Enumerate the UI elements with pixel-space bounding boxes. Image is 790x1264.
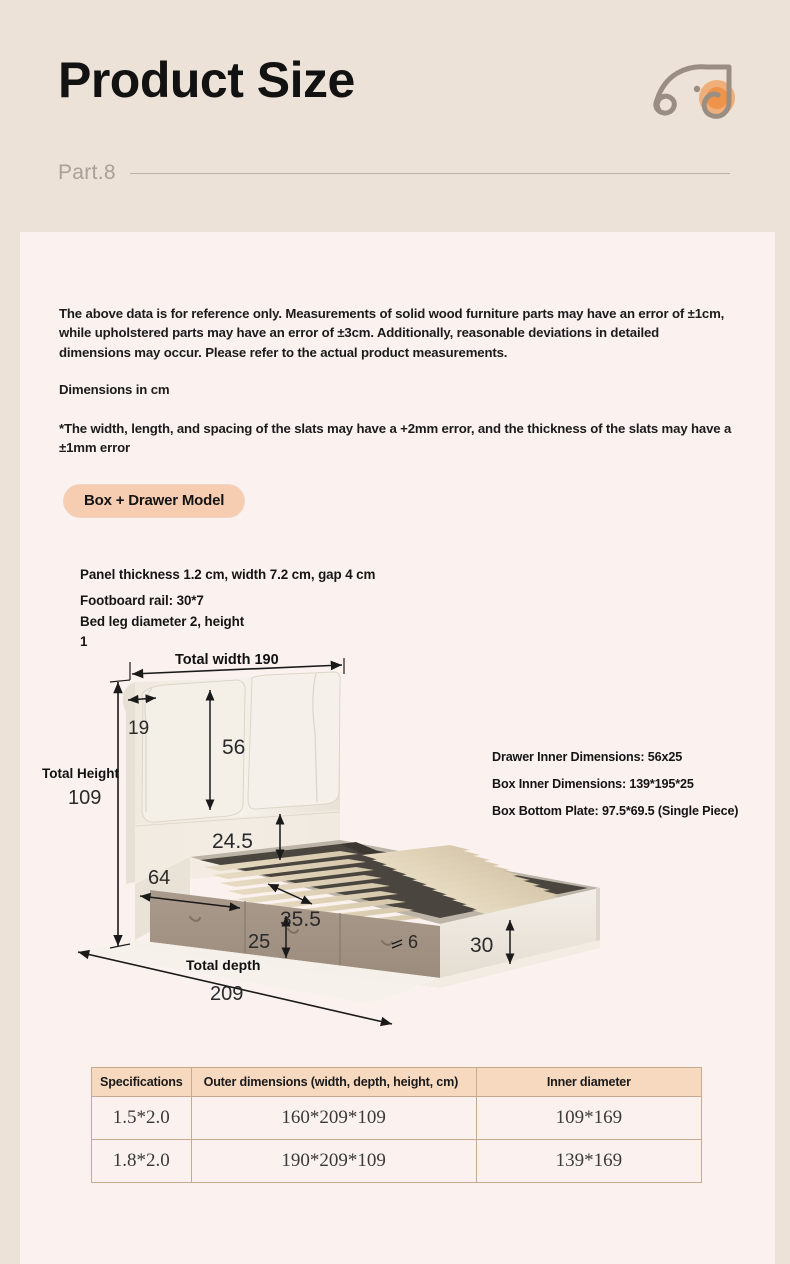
spec-bed-leg: Bed leg diameter 2, height <box>80 613 245 629</box>
dim-drawer-depth: 35.5 <box>280 908 321 931</box>
drawer-inner-dimensions: Drawer Inner Dimensions: 56x25 <box>492 750 683 764</box>
spec-list <box>80 565 375 653</box>
table-header-row <box>92 1068 702 1097</box>
dim-box-height: 30 <box>470 934 494 957</box>
specification-table <box>91 1067 702 1183</box>
header-specifications: Specifications <box>92 1068 192 1097</box>
content-panel <box>20 232 775 1264</box>
slat-note-text: *The width, length, and spacing of the slats may have a +2mm error, and the thickness of the slats may have a ±1mm error <box>59 421 732 456</box>
header-outer-dimensions: Outer dimensions (width, depth, height, cm) <box>191 1068 476 1097</box>
spec-panel-thickness: Panel thickness 1.2 cm, width 7.2 cm, gap 4 cm <box>80 567 376 582</box>
part-label: Part.8 <box>58 161 116 184</box>
model-badge: Box + Drawer Model <box>64 485 244 517</box>
dim-total-height-label: Total Height <box>42 766 119 781</box>
box-bottom-plate: Box Bottom Plate: 97.5*69.5 (Single Piece) <box>492 804 739 818</box>
table-row <box>92 1140 702 1183</box>
cell-inner: 139*169 <box>476 1140 701 1183</box>
brand-logo-icon <box>645 48 750 128</box>
spec-footboard-rail: Footboard rail: 30*7 <box>80 593 204 609</box>
spec-bed-leg-value: 1 <box>80 634 88 650</box>
dim-drawer-width: 64 <box>148 867 171 889</box>
dim-drawer-height: 25 <box>248 931 271 953</box>
cell-inner: 109*169 <box>476 1097 701 1140</box>
dim-slat-thickness: 6 <box>408 932 419 952</box>
cell-specification: 1.5*2.0 <box>92 1097 192 1140</box>
dim-headboard-lower: 24.5 <box>212 830 253 853</box>
dim-cushion-height: 56 <box>222 736 246 759</box>
part-divider-row <box>58 158 730 188</box>
dim-total-width-text: Total width 190 <box>175 652 279 668</box>
header-inner-diameter: Inner diameter <box>476 1068 701 1097</box>
dim-total-depth-label: Total depth <box>186 957 261 973</box>
divider-line <box>130 173 730 174</box>
notes-block <box>59 304 734 458</box>
cell-outer: 190*209*109 <box>191 1140 476 1183</box>
bed-diagram <box>40 652 710 1052</box>
cell-outer: 160*209*109 <box>191 1097 476 1140</box>
units-text: Dimensions in cm <box>59 381 170 397</box>
disclaimer-text: The above data is for reference only. Measurements of solid wood furniture parts may have an error of ±1cm, while upholstered parts may have an error of ±3cm. Additionally, reasonable deviations in detailed dimensions may occur. Please refer to the actual product measurements. <box>59 306 725 360</box>
dim-total-height-value: 109 <box>68 787 102 809</box>
dim-headboard-thickness: 19 <box>128 718 150 739</box>
table-row <box>92 1097 702 1140</box>
dim-total-depth-value: 209 <box>210 983 244 1005</box>
page-title: Product Size <box>58 52 355 108</box>
box-inner-dimensions: Box Inner Dimensions: 139*195*25 <box>492 777 694 791</box>
cell-specification: 1.8*2.0 <box>92 1140 192 1183</box>
